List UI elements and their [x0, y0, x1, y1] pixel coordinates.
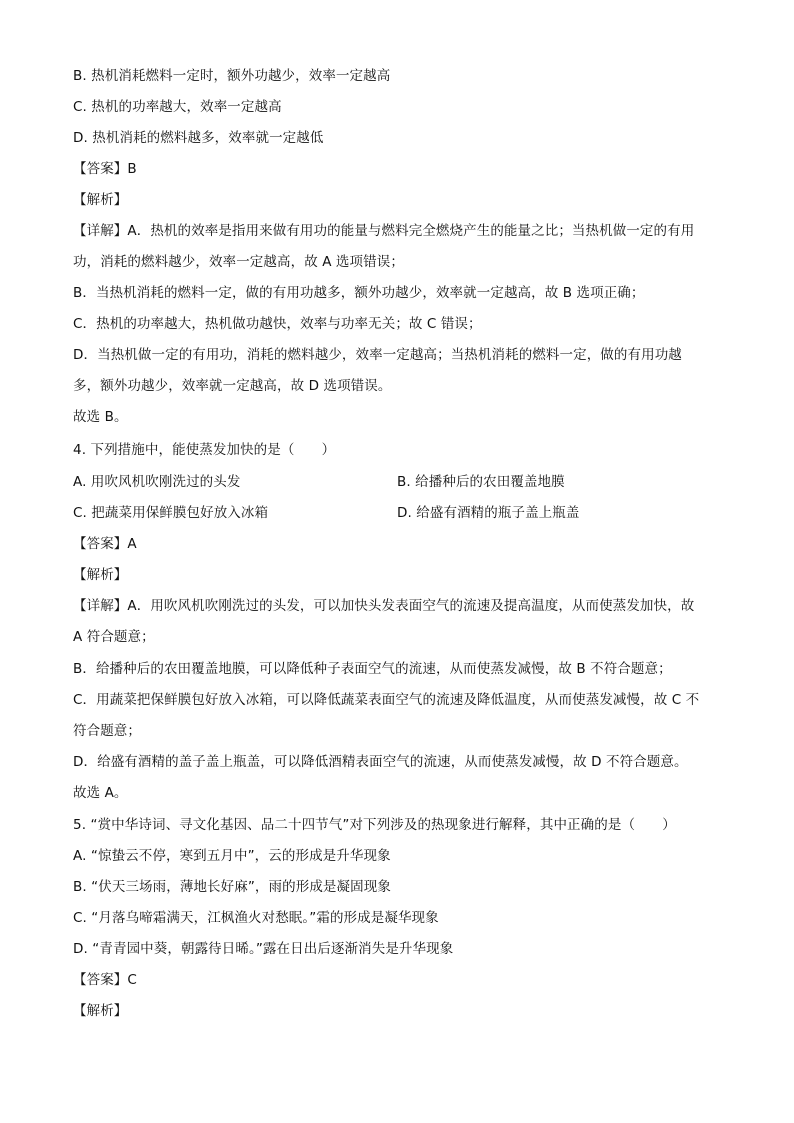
- detail-line: B．当热机消耗的燃料一定，做的有用功越多，额外功越少，效率就一定越高，故 B 选项正确；: [73, 285, 645, 301]
- detail-line: D．给盛有酒精的盖子盖上瓶盖，可以降低酒精表面空气的流速，从而使蒸发减慢，故 D 不符合题意。: [73, 754, 688, 770]
- detail-line: C．热机的功率越大，热机做功越快，效率与功率无关；故 C 错误；: [73, 316, 482, 332]
- conclusion-line: 故选 A。: [73, 785, 128, 801]
- detail-line: 【详解】A．用吹风机吹刚洗过的头发，可以加快头发表面空气的流速及提高温度，从而使蒸发加快，故: [73, 598, 695, 614]
- detail-line: 多，额外功越少，效率就一定越高，故 D 选项错误。: [73, 378, 392, 394]
- detail-line: 符合题意；: [73, 723, 141, 739]
- question-4-stem: 4. 下列措施中，能使蒸发加快的是（ ）: [73, 442, 336, 458]
- question-4-option-d: D. 给盛有酒精的瓶子盖上瓶盖: [397, 505, 580, 521]
- question-5-option-b: B. “伏天三场雨，薄地长好麻”，雨的形成是凝固现象: [73, 879, 391, 895]
- question-5-option-d: D. “青青园中葵，朝露待日晞。”露在日出后逐渐消失是升华现象: [73, 941, 454, 957]
- option-d-line: D. 热机消耗的燃料越多，效率就一定越低: [73, 130, 324, 146]
- detail-line: C．用蔬菜把保鲜膜包好放入冰箱，可以降低蔬菜表面空气的流速及降低温度，从而使蒸发减慢，故 C 不: [73, 692, 700, 708]
- option-b-line: B. 热机消耗燃料一定时，额外功越少，效率一定越高: [73, 68, 391, 84]
- analysis-label: 【解析】: [73, 1003, 128, 1019]
- answer-label: 【答案】C: [73, 972, 137, 988]
- question-4-option-b: B. 给播种后的农田覆盖地膜: [397, 474, 565, 490]
- detail-line: 功，消耗的燃料越少，效率一定越高，故 A 选项错误；: [73, 254, 404, 270]
- answer-label: 【答案】A: [73, 536, 137, 552]
- conclusion-line: 故选 B。: [73, 409, 128, 425]
- detail-line: 【详解】A．热机的效率是指用来做有用功的能量与燃料完全燃烧产生的能量之比；当热机做一定的有用: [73, 223, 695, 239]
- question-5-stem: 5. “赏中华诗词、寻文化基因、品二十四节气”对下列涉及的热现象进行解释，其中正确的是（ ）: [73, 817, 676, 833]
- question-5-option-a: A. “惊蛰云不停，寒到五月中”，云的形成是升华现象: [73, 848, 391, 864]
- question-4-option-c: C. 把蔬菜用保鲜膜包好放入冰箱: [73, 505, 269, 521]
- detail-line: D．当热机做一定的有用功，消耗的燃料越少，效率一定越高；当热机消耗的燃料一定，做的有用功越: [73, 347, 682, 363]
- answer-label: 【答案】B: [73, 161, 137, 177]
- analysis-label: 【解析】: [73, 192, 128, 208]
- question-4-option-a: A. 用吹风机吹刚洗过的头发: [73, 474, 241, 490]
- analysis-label: 【解析】: [73, 567, 128, 583]
- detail-line: A 符合题意；: [73, 629, 155, 645]
- detail-line: B．给播种后的农田覆盖地膜，可以降低种子表面空气的流速，从而使蒸发减慢，故 B 不符合题意；: [73, 661, 672, 677]
- question-5-option-c: C. “月落乌啼霜满天，江枫渔火对愁眠。”霜的形成是凝华现象: [73, 910, 439, 926]
- option-c-line: C. 热机的功率越大，效率一定越高: [73, 99, 282, 115]
